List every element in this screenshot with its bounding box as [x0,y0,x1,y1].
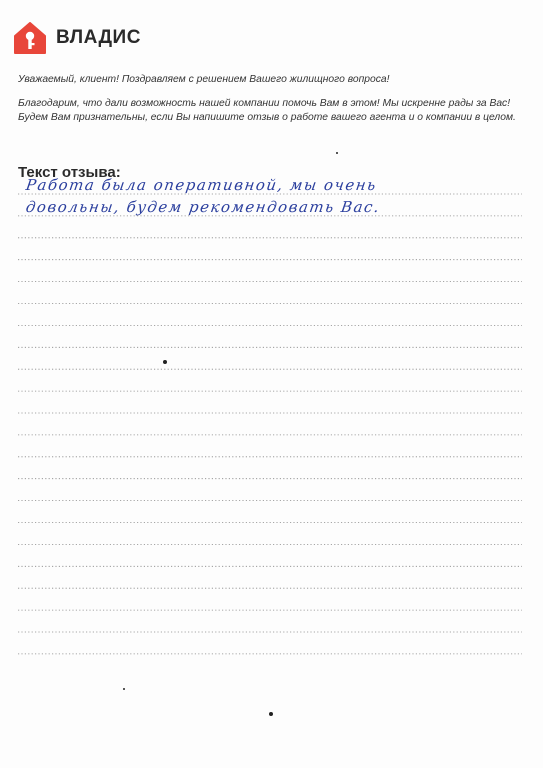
brand-name: ВЛАДИС [56,27,141,48]
handwritten-review-line: Работа была оперативной, мы очень [24,176,379,194]
scan-speck [336,152,338,154]
scan-speck [123,688,125,690]
intro-body-text: Благодарим, что дали возможность нашей компании помочь Вам в этом! Мы искренне рады за Вас! Будем Вам признательны, если Вы напишите отзыв о работе вашего агента и о компании в целом. [18,98,516,123]
greeting-text: Уважаемый, клиент! Поздравляем с решением Вашего жилищного вопроса! [18,74,390,85]
scan-speck [269,712,273,716]
ruled-lines [18,0,522,768]
handwritten-review-line: довольны, будем рекомендовать Вас. [24,198,382,216]
scan-speck [163,360,167,364]
review-title: Текст отзыва: [18,164,121,181]
